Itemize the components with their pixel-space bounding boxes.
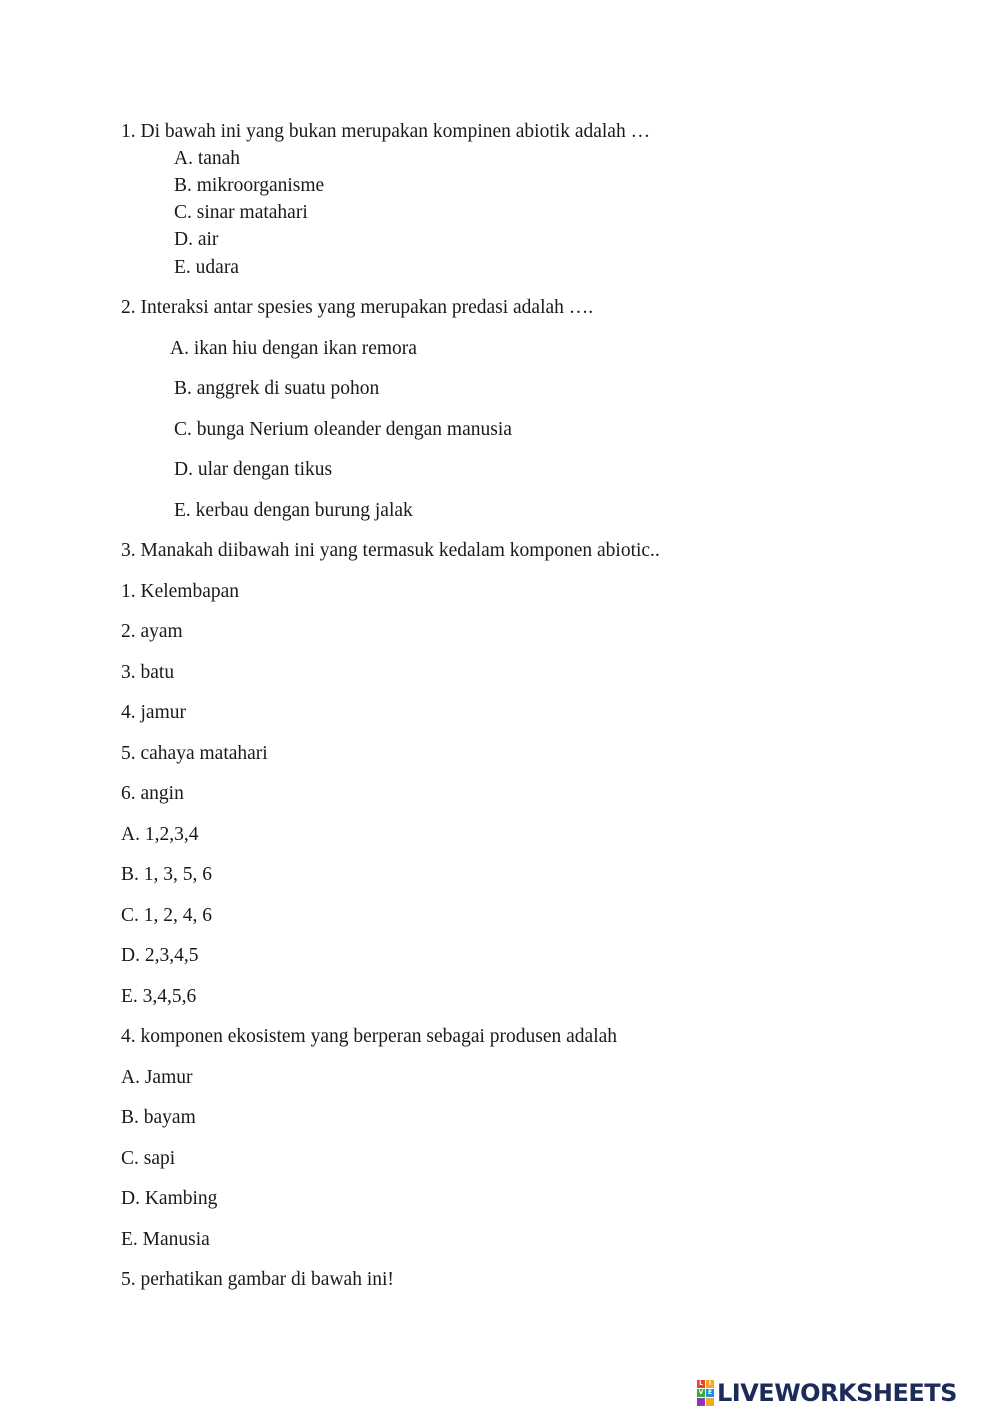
liveworksheets-logo-text: LIVEWORKSHEETS: [717, 1379, 957, 1407]
question-1-option-d[interactable]: D. air: [174, 229, 219, 250]
question-2-option-b[interactable]: B. anggrek di suatu pohon: [174, 378, 380, 399]
question-2-option-c[interactable]: C. bunga Nerium oleander dengan manusia: [174, 419, 512, 440]
question-3-option-d[interactable]: D. 2,3,4,5: [121, 945, 199, 966]
question-1-option-a[interactable]: A. tanah: [174, 148, 241, 169]
logo-mark-cell: E: [707, 1389, 713, 1396]
question-3-option-c[interactable]: C. 1, 2, 4, 6: [121, 905, 213, 926]
question-1-text: 1. Di bawah ini yang bukan merupakan kompinen abiotik adalah …: [121, 121, 651, 142]
liveworksheets-logo-icon: [697, 1380, 714, 1406]
logo-mark-cell: [697, 1398, 705, 1406]
question-1-option-c[interactable]: C. sinar matahari: [174, 202, 308, 223]
question-3-item-5: 5. cahaya matahari: [121, 743, 268, 764]
question-1-option-b[interactable]: B. mikroorganisme: [174, 175, 325, 196]
question-3-item-2: 2. ayam: [121, 621, 183, 642]
question-3-option-b[interactable]: B. 1, 3, 5, 6: [121, 864, 213, 885]
question-3-option-a[interactable]: A. 1,2,3,4: [121, 824, 199, 845]
question-2-option-e[interactable]: E. kerbau dengan burung jalak: [174, 500, 413, 521]
logo-mark-cell: I: [706, 1380, 714, 1388]
question-3-item-6: 6. angin: [121, 783, 184, 804]
question-1-option-e[interactable]: E. udara: [174, 257, 239, 278]
question-3-item-4: 4. jamur: [121, 702, 186, 723]
question-5-text: 5. perhatikan gambar di bawah ini!: [121, 1269, 394, 1290]
question-4-option-e[interactable]: E. Manusia: [121, 1229, 210, 1250]
question-4-option-d[interactable]: D. Kambing: [121, 1188, 218, 1209]
liveworksheets-logo[interactable]: [697, 1378, 957, 1408]
question-4-option-a[interactable]: A. Jamur: [121, 1067, 193, 1088]
question-4-text: 4. komponen ekosistem yang berperan sebagai produsen adalah: [121, 1026, 618, 1047]
question-3-item-1: 1. Kelembapan: [121, 581, 240, 602]
question-2-option-a[interactable]: A. ikan hiu dengan ikan remora: [170, 338, 417, 359]
question-4-option-c[interactable]: C. sapi: [121, 1148, 176, 1169]
logo-mark-cell: L: [697, 1380, 705, 1388]
question-4-option-b[interactable]: B. bayam: [121, 1107, 196, 1128]
question-3-item-3: 3. batu: [121, 662, 175, 683]
question-2-text: 2. Interaksi antar spesies yang merupakan predasi adalah ….: [121, 297, 594, 318]
logo-mark-cell: [706, 1398, 714, 1406]
question-3-option-e[interactable]: E. 3,4,5,6: [121, 986, 197, 1007]
question-2-option-d[interactable]: D. ular dengan tikus: [174, 459, 333, 480]
question-3-text: 3. Manakah diibawah ini yang termasuk kedalam komponen abiotic..: [121, 540, 660, 561]
logo-mark-cell: V: [698, 1389, 704, 1396]
